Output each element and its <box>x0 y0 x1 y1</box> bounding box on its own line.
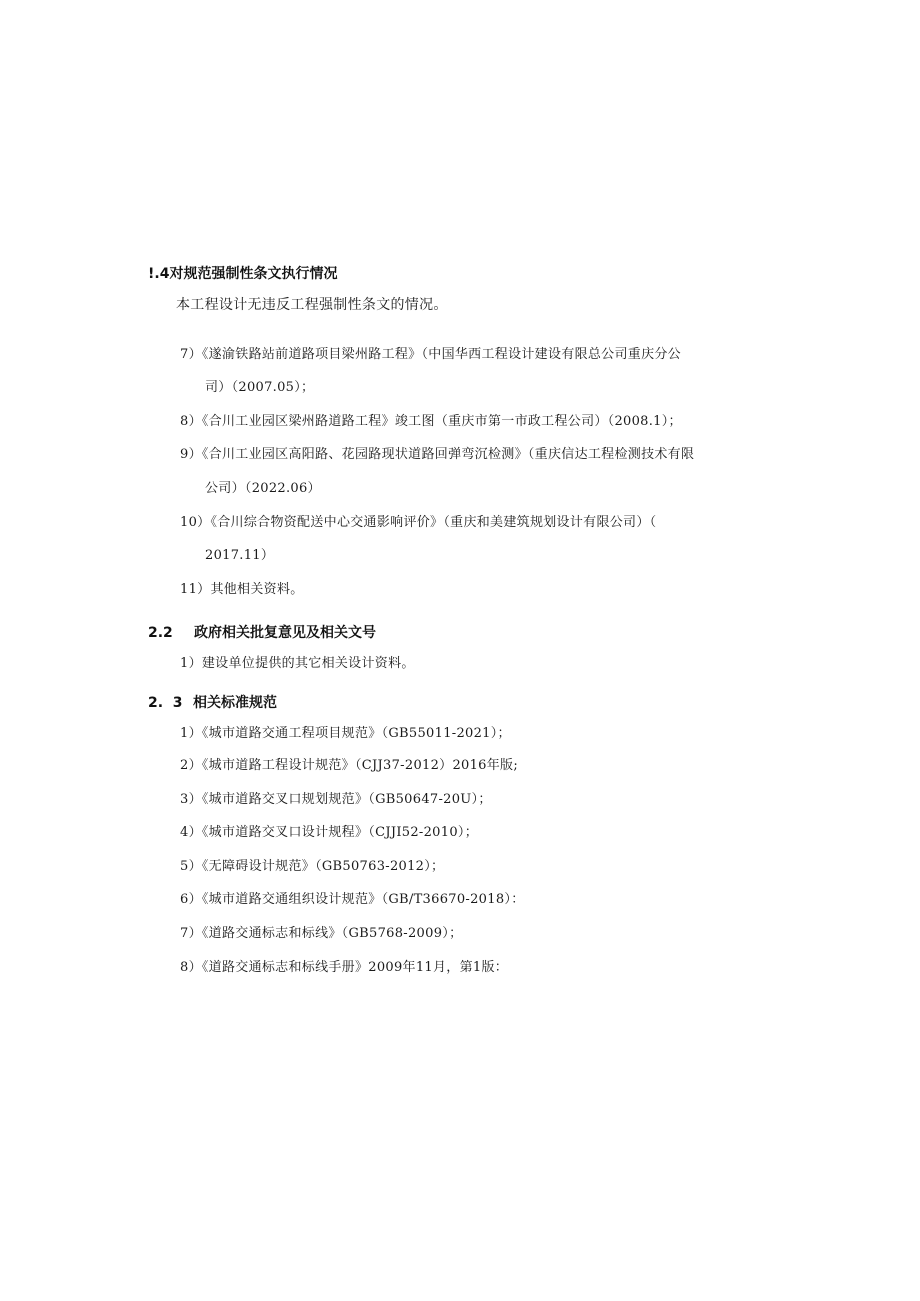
list-item: 3）《城市道路交叉口规划规范》（GB50647-20U）； <box>180 792 492 807</box>
list-item: 1）建设单位提供的其它相关设计资料。 <box>180 656 415 671</box>
list-item: 7）《遂渝铁路站前道路项目梁州路工程》（中国华西工程设计建设有限总公司重庆分公 <box>180 347 681 362</box>
list-item: 4）《城市道路交叉口设计规程》（CJJI52-2010）； <box>180 825 478 840</box>
list-item: 8）《合川工业园区梁州路道路工程》竣工图（重庆市第一市政工程公司）（2008.1）； <box>180 414 682 429</box>
section-number: 2. 3 <box>148 695 183 711</box>
list-item: 2）《城市道路工程设计规范》（CJJ37-2012）2016年版; <box>180 758 519 773</box>
section-2-2-heading <box>148 622 376 642</box>
section-number: !.4 <box>148 266 170 282</box>
list-item: 2017.11） <box>205 548 275 563</box>
list-item: 5）《无障碍设计规范》（GB50763-2012）； <box>180 859 445 874</box>
section-title: 对规范强制性条文执行情况 <box>169 266 338 282</box>
section-2-4-body: 本工程设计无违反工程强制性条文的情况。 <box>176 297 448 313</box>
section-number: 2.2 <box>148 625 173 641</box>
list-item: 6）《城市道路交通组织设计规范》（GB/T36670-2018）： <box>180 892 525 907</box>
list-item: 公司）（2022.06） <box>205 481 321 496</box>
section-2-3-heading <box>148 692 277 712</box>
list-item: 11）其他相关资料。 <box>180 582 304 597</box>
list-item: 司）（2007.05）； <box>205 380 315 395</box>
section-title: 政府相关批复意见及相关文号 <box>194 625 376 641</box>
list-item: 9）《合川工业园区高阳路、花园路现状道路回弹弯沉检测》（重庆信达工程检测技术有限 <box>180 447 695 462</box>
section-2-4-heading <box>148 263 337 283</box>
list-item: 7）《道路交通标志和标线》（GB5768-2009）； <box>180 926 463 941</box>
list-item: 1）《城市道路交通工程项目规范》（GB55011-2021）； <box>180 726 511 741</box>
section-title: 相关标准规范 <box>193 695 277 711</box>
list-item: 8）《道路交通标志和标线手册》2009年11月，第1版： <box>180 960 509 975</box>
list-item: 10）《合川综合物资配送中心交通影响评价》（重庆和美建筑规划设计有限公司）（ <box>180 515 657 530</box>
